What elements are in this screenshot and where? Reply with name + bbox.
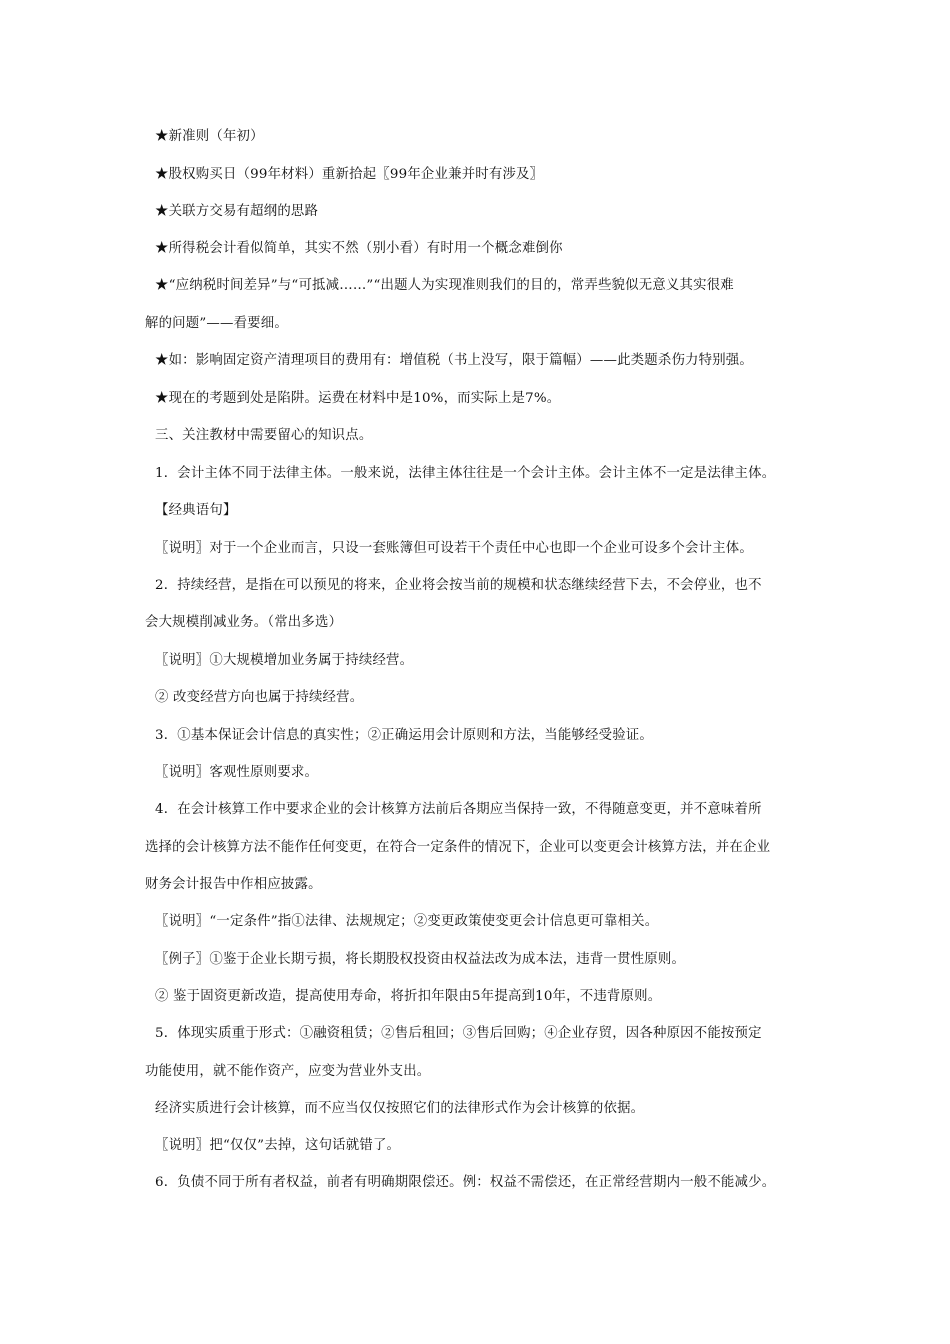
text-line: 解的问题”——看要细。 <box>145 316 288 331</box>
text-line: 会大规模削减业务。（常出多选） <box>145 615 343 630</box>
text-line: 〖说明〗“一定条件”指①法律、法规规定；②变更政策使变更会计信息更可靠相关。 <box>155 914 659 929</box>
text-line: ★股权购买日（99年材料）重新拾起〖99年企业兼并时有涉及〗 <box>155 167 544 182</box>
text-line: ② 鉴于固资更新改造，提高使用寿命，将折扣年限由5年提高到10年，不违背原则。 <box>155 989 662 1004</box>
text-line: 功能使用，就不能作资产，应变为营业外支出。 <box>145 1064 431 1079</box>
text-line: ★新准则（年初） <box>155 129 264 144</box>
text-line: 【经典语句】 <box>155 503 237 518</box>
text-line: 6．负债不同于所有者权益，前者有明确期限偿还。例：权益不需偿还，在正常经营期内一般不能减少。 <box>155 1175 776 1190</box>
text-line: ② 改变经营方向也属于持续经营。 <box>155 690 364 705</box>
text-line: 3．①基本保证会计信息的真实性；②正确运用会计原则和方法，当能够经受验证。 <box>155 728 653 743</box>
text-line: 2．持续经营，是指在可以预见的将来，企业将会按当前的规模和状态继续经营下去，不会停业，也不 <box>155 578 762 593</box>
text-line: 5．体现实质重于形式：①融资租赁；②售后租回；③售后回购；④企业存贸，因各种原因不能按预定 <box>155 1026 762 1041</box>
text-line: 选择的会计核算方法不能作任何变更，在符合一定条件的情况下，企业可以变更会计核算方法，并在企业 <box>145 840 771 855</box>
text-line: ★如：影响固定资产清理项目的费用有：增值税（书上没写，限于篇幅）——此类题杀伤力特别强。 <box>155 353 753 368</box>
text-line: 4．在会计核算工作中要求企业的会计核算方法前后各期应当保持一致，不得随意变更，并不意味着所 <box>155 802 762 817</box>
text-line: 〖说明〗把“仅仅”去掉，这句话就错了。 <box>155 1138 401 1153</box>
section-heading: 三、关注教材中需要留心的知识点。 <box>155 428 373 443</box>
text-line: 〖说明〗①大规模增加业务属于持续经营。 <box>155 653 414 668</box>
text-line: 经济实质进行会计核算，而不应当仅仅按照它们的法律形式作为会计核算的依据。 <box>155 1101 645 1116</box>
text-line: 1．会计主体不同于法律主体。一般来说，法律主体往往是一个会计主体。会计主体不一定是法律主体。 <box>155 466 776 481</box>
text-line: ★现在的考题到处是陷阱。运费在材料中是10%，而实际上是7%。 <box>155 391 561 406</box>
text-line: ★关联方交易有超纲的思路 <box>155 204 319 219</box>
text-line: 财务会计报告中作相应披露。 <box>145 877 322 892</box>
text-line: 〖说明〗对于一个企业而言，只设一套账簿但可设若干个责任中心也即一个企业可设多个会计主体。 <box>155 541 753 556</box>
text-line: 〖例子〗①鉴于企业长期亏损，将长期股权投资由权益法改为成本法，违背一贯性原则。 <box>155 952 686 967</box>
text-line: ★“应纳税时间差异”与“可抵减……”“出题人为实现准则我们的目的，常弄些貌似无意义其实很难 <box>155 278 734 293</box>
text-line: ★所得税会计看似简单，其实不然（别小看）有时用一个概念难倒你 <box>155 241 563 256</box>
text-line: 〖说明〗客观性原则要求。 <box>155 765 319 780</box>
